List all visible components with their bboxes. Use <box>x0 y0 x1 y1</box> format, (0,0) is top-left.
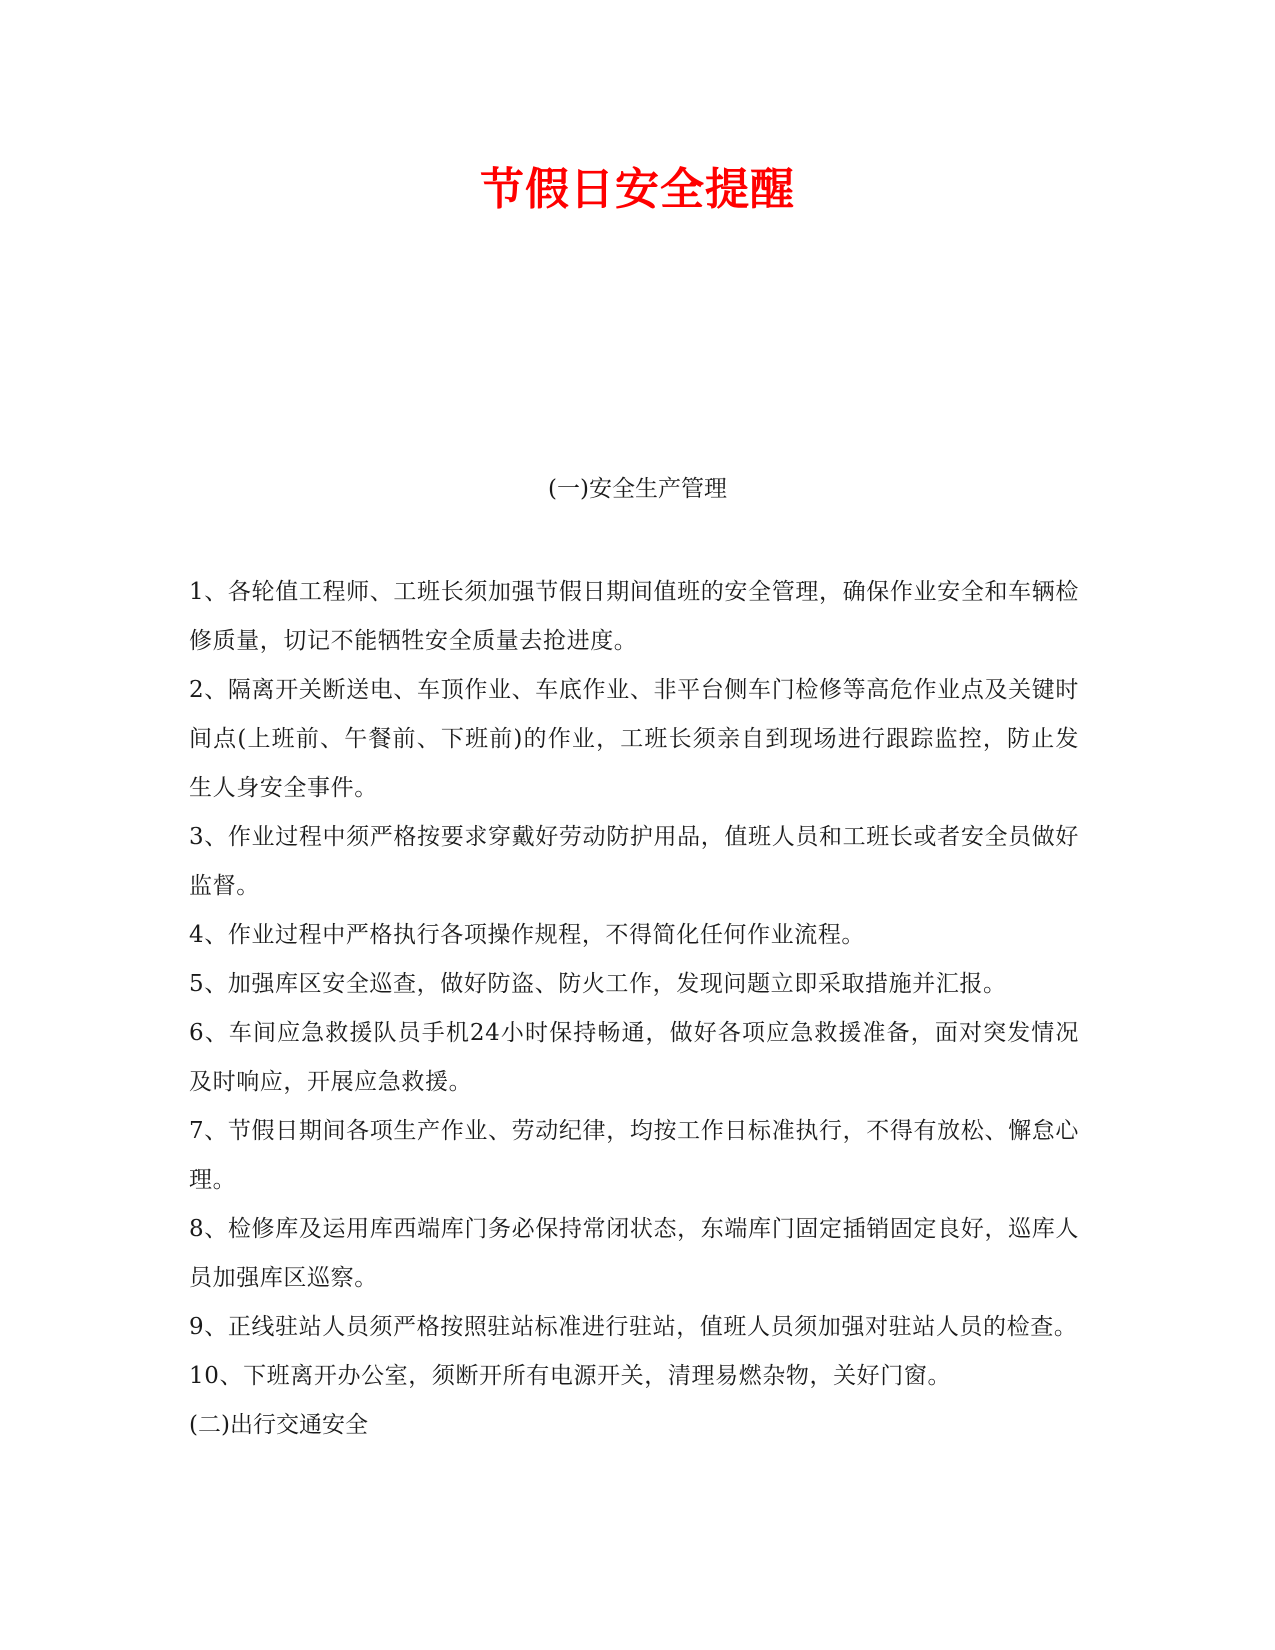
document-title: 节假日安全提醒 <box>480 164 795 215</box>
list-item: 9、正线驻站人员须严格按照驻站标准进行驻站，值班人员须加强对驻站人员的检查。 <box>189 1314 1078 1340</box>
document-body <box>189 568 1079 1450</box>
list-item: 2、隔离开关断送电、车顶作业、车底作业、非平台侧车门检修等高危作业点及关键时间点(上班前、午餐前、下班前)的作业，工班长须亲自到现场进行跟踪监控，防止发生人身安全事件。 <box>189 677 1079 801</box>
list-item: 1、各轮值工程师、工班长须加强节假日期间值班的安全管理，确保作业安全和车辆检修质量，切记不能牺牲安全质量去抢进度。 <box>189 579 1079 654</box>
list-item: 5、加强库区安全巡查，做好防盗、防火工作，发现问题立即采取措施并汇报。 <box>189 971 1007 997</box>
list-item: 10、下班离开办公室，须断开所有电源开关，清理易燃杂物，关好门窗。 <box>189 1363 952 1389</box>
list-item: 8、检修库及运用库西端库门务必保持常闭状态，东端库门固定插销固定良好，巡库人员加强库区巡察。 <box>189 1216 1079 1291</box>
list-item: 6、车间应急救援队员手机24小时保持畅通，做好各项应急救援准备，面对突发情况及时响应，开展应急救援。 <box>189 1020 1079 1095</box>
section-heading-travel-safety: (二)出行交通安全 <box>189 1412 368 1438</box>
list-item: 4、作业过程中严格执行各项操作规程，不得简化任何作业流程。 <box>189 922 866 948</box>
section-heading-safety-production: (一)安全生产管理 <box>548 476 727 502</box>
list-item: 7、节假日期间各项生产作业、劳动纪律，均按工作日标准执行，不得有放松、懈怠心理。 <box>189 1118 1079 1193</box>
list-item: 3、作业过程中须严格按要求穿戴好劳动防护用品，值班人员和工班长或者安全员做好监督。 <box>189 824 1079 899</box>
